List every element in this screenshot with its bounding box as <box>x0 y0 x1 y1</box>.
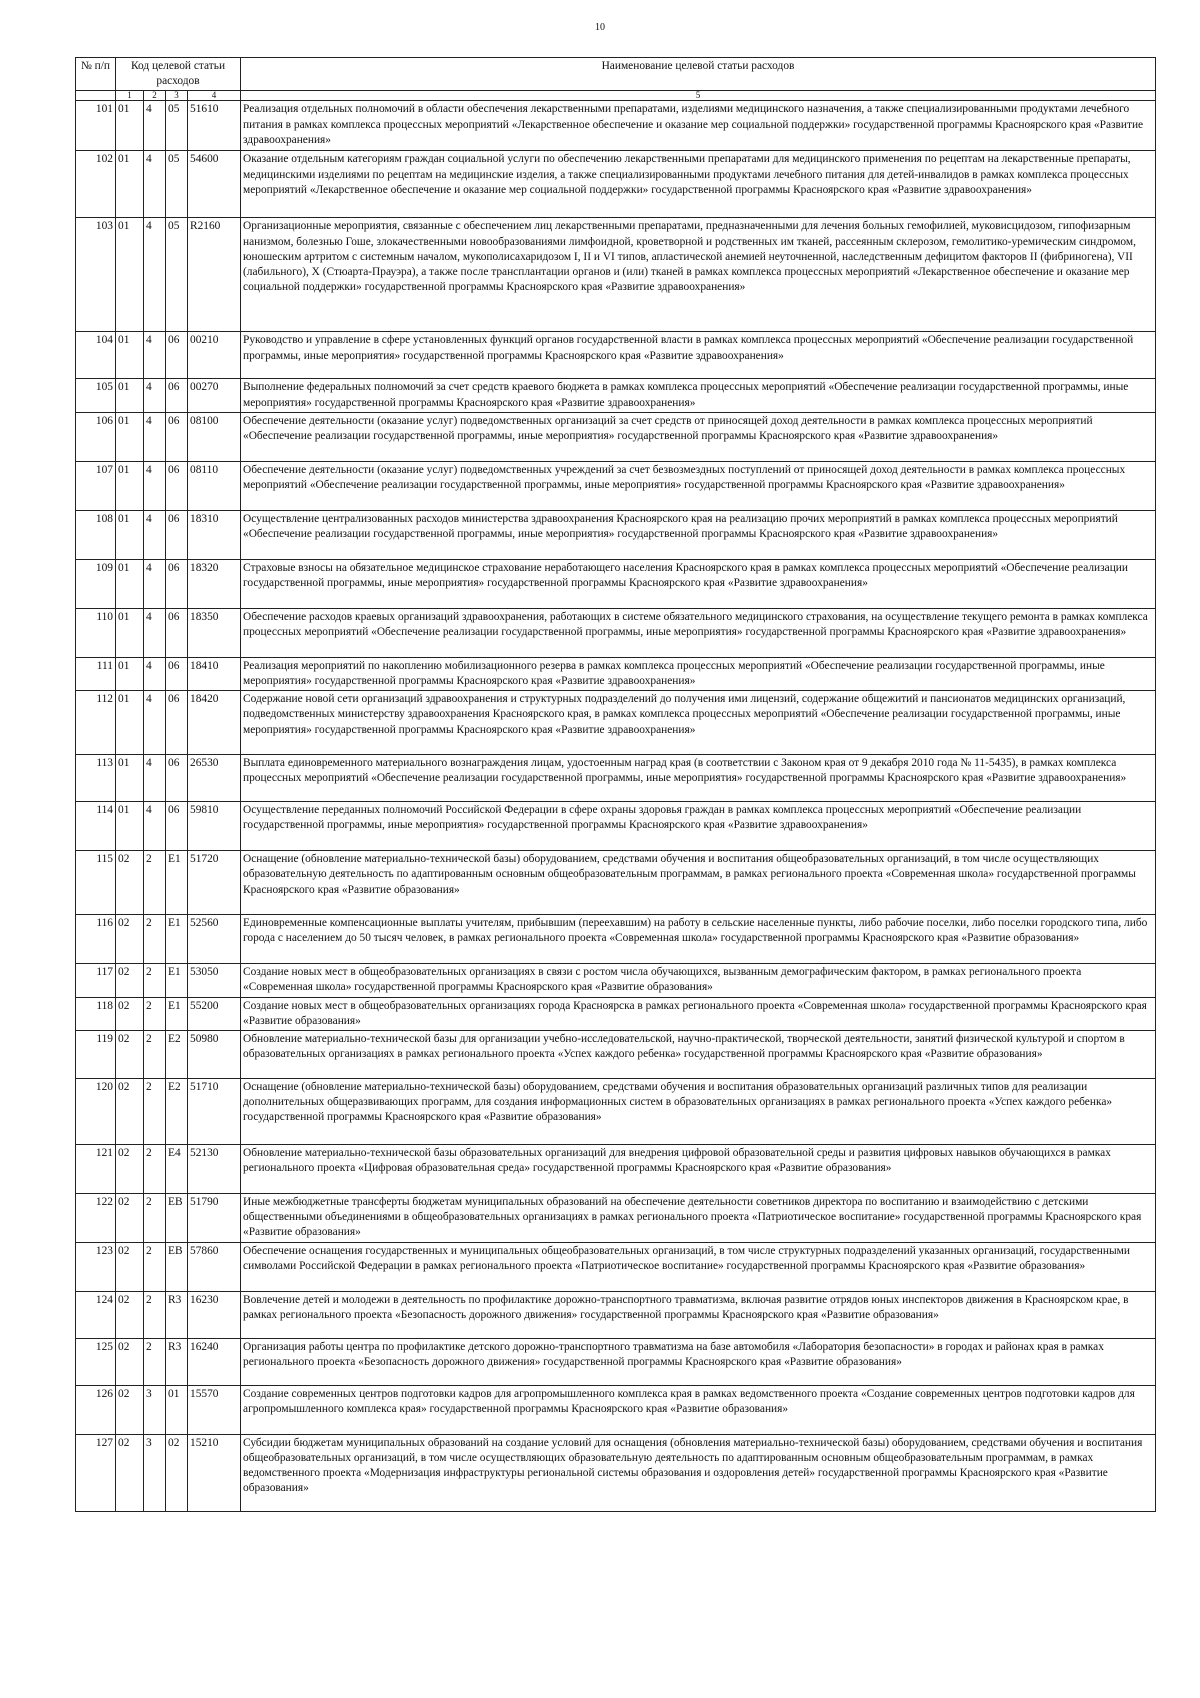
table-row <box>76 379 1156 412</box>
row-number-cell: 112 <box>76 691 116 755</box>
code-subprogram-cell: 4 <box>144 691 166 755</box>
expense-name-cell: Страховые взносы на обязательное медицинское страхование неработающего населения Красноярского края в рамках комплекса процессных мероприятий «Обеспечение реализации государственной программы, иные мероприятия» государственной программы Красноярского края «Развитие здравоохранения» <box>241 559 1156 608</box>
table-row <box>76 608 1156 657</box>
table-row <box>76 851 1156 915</box>
code-project-cell: 06 <box>166 691 188 755</box>
row-number-cell: 117 <box>76 964 116 997</box>
table-row <box>76 755 1156 802</box>
code-direction-cell: 54600 <box>188 151 241 218</box>
code-program-cell: 01 <box>116 151 144 218</box>
code-subprogram-cell: 2 <box>144 1145 166 1194</box>
code-subprogram-cell: 4 <box>144 802 166 851</box>
column-number: 1 <box>116 91 144 101</box>
code-project-cell: R3 <box>166 1291 188 1338</box>
code-project-cell: E1 <box>166 851 188 915</box>
table-row <box>76 332 1156 379</box>
code-subprogram-cell: 3 <box>144 1385 166 1434</box>
row-number-cell: 126 <box>76 1385 116 1434</box>
code-direction-cell: R2160 <box>188 218 241 332</box>
expense-name-cell: Реализация отдельных полномочий в области обеспечения лекарственными препаратами, изделиями медицинского назначения, а также специализированными продуктами лечебного питания в рамках комплекса процессных мероприятий «Лекарственное обеспечение и оказание мер социальной поддержки» государственной программы Красноярского края «Развитие здравоохранения» <box>241 101 1156 151</box>
column-number-row <box>76 91 1156 101</box>
code-subprogram-cell: 4 <box>144 412 166 461</box>
expense-name-cell: Руководство и управление в сфере установленных функций органов государственной власти в рамках комплекса процессных мероприятий «Обеспечение реализации государственной программы, иные мероприятия» государственной программы Красноярского края «Развитие здравоохранения» <box>241 332 1156 379</box>
code-direction-cell: 00210 <box>188 332 241 379</box>
code-program-cell: 01 <box>116 802 144 851</box>
code-direction-cell: 08110 <box>188 461 241 510</box>
code-direction-cell: 18420 <box>188 691 241 755</box>
code-direction-cell: 51790 <box>188 1194 241 1243</box>
code-direction-cell: 08100 <box>188 412 241 461</box>
table-row <box>76 461 1156 510</box>
code-project-cell: 05 <box>166 218 188 332</box>
header-target-code: Код целевой статьи расходов <box>116 58 241 91</box>
code-program-cell: 02 <box>116 915 144 964</box>
code-direction-cell: 26530 <box>188 755 241 802</box>
table-row <box>76 964 1156 997</box>
code-program-cell: 01 <box>116 332 144 379</box>
code-direction-cell: 59810 <box>188 802 241 851</box>
code-subprogram-cell: 4 <box>144 559 166 608</box>
row-number-cell: 107 <box>76 461 116 510</box>
code-direction-cell: 51610 <box>188 101 241 151</box>
table-row <box>76 915 1156 964</box>
code-project-cell: 06 <box>166 332 188 379</box>
code-program-cell: 02 <box>116 1434 144 1511</box>
table-row <box>76 691 1156 755</box>
expense-name-cell: Обеспечение деятельности (оказание услуг) подведомственных учреждений за счет безвозмездных поступлений от приносящей доход деятельности в рамках комплекса процессных мероприятий «Обеспечение реализации государственной программы, иные мероприятия» государственной программы Красноярского края «Развитие здравоохранения» <box>241 461 1156 510</box>
expense-name-cell: Субсидии бюджетам муниципальных образований на создание условий для оснащения (обновления материально-технической базы) оборудованием, средствами обучения и воспитания общеобразовательных организаций, в том числе осуществляющих образовательную деятельность по адаптированным основным общеобразовательным программам, в рамках ведомственного проекта «Модернизация инфраструктуры региональной системы образования и оздоровления детей» государственной программы Красноярского края «Развитие образования» <box>241 1434 1156 1511</box>
row-number-cell: 103 <box>76 218 116 332</box>
expense-name-cell: Обеспечение расходов краевых организаций здравоохранения, работающих в системе обязательного медицинского страхования, на осуществление текущего ремонта в рамках комплекса процессных мероприятий «Обеспечение реализации государственной программы, иные мероприятия» государственной программы Красноярского края «Развитие здравоохранения» <box>241 608 1156 657</box>
code-subprogram-cell: 2 <box>144 1291 166 1338</box>
table-row <box>76 151 1156 218</box>
table-row <box>76 101 1156 151</box>
page-number: 10 <box>595 22 605 33</box>
code-project-cell: 05 <box>166 101 188 151</box>
code-subprogram-cell: 4 <box>144 332 166 379</box>
code-direction-cell: 57860 <box>188 1242 241 1291</box>
code-project-cell: EB <box>166 1194 188 1243</box>
code-project-cell: 06 <box>166 559 188 608</box>
code-program-cell: 01 <box>116 755 144 802</box>
code-program-cell: 01 <box>116 510 144 559</box>
code-project-cell: E1 <box>166 915 188 964</box>
row-number-cell: 116 <box>76 915 116 964</box>
row-number-cell: 122 <box>76 1194 116 1243</box>
code-subprogram-cell: 2 <box>144 1079 166 1145</box>
expense-name-cell: Организация работы центра по профилактике детского дорожно-транспортного травматизма на базе автомобиля «Лаборатория безопасности» в городах и районах края в рамках регионального проекта «Безопасность дорожного движения» государственной программы Красноярского края «Развитие образования» <box>241 1338 1156 1385</box>
expense-name-cell: Обеспечение оснащения государственных и муниципальных общеобразовательных организаций, в том числе структурных подразделений указанных организаций, государственными символами Российской Федерации в рамках регионального проекта «Патриотическое воспитание» государственной программы Красноярского края «Развитие образования» <box>241 1242 1156 1291</box>
code-subprogram-cell: 4 <box>144 461 166 510</box>
row-number-cell: 115 <box>76 851 116 915</box>
code-subprogram-cell: 2 <box>144 915 166 964</box>
expense-name-cell: Выплата единовременного материального вознаграждения лицам, удостоенным наград края (в соответствии с Законом края от 9 декабря 2010 года № 11-5435), в рамках комплекса процессных мероприятий «Обеспечение реализации государственной программы, иные мероприятия» государственной программы Красноярского края «Развитие здравоохранения» <box>241 755 1156 802</box>
code-subprogram-cell: 4 <box>144 151 166 218</box>
code-program-cell: 02 <box>116 1079 144 1145</box>
expense-name-cell: Оказание отдельным категориям граждан социальной услуги по обеспечению лекарственными препаратами для медицинского применения по рецептам на лекарственные препараты, медицинскими изделиями по рецептам на медицинские изделия, а также специализированными продуктами лечебного питания для детей-инвалидов в рамках комплекса процессных мероприятий «Лекарственное обеспечение и оказание мер социальной поддержки» государственной программы Красноярского края «Развитие здравоохранения» <box>241 151 1156 218</box>
expense-name-cell: Единовременные компенсационные выплаты учителям, прибывшим (переехавшим) на работу в сельские населенные пункты, либо рабочие поселки, либо поселки городского типа, либо города с населением до 50 тысяч человек, в рамках регионального проекта «Современная школа» государственной программы Красноярского края «Развитие образования» <box>241 915 1156 964</box>
row-number-cell: 118 <box>76 997 116 1030</box>
code-project-cell: 06 <box>166 608 188 657</box>
table-row <box>76 802 1156 851</box>
code-program-cell: 01 <box>116 608 144 657</box>
code-direction-cell: 55200 <box>188 997 241 1030</box>
row-number-cell: 111 <box>76 657 116 690</box>
table-row <box>76 1145 1156 1194</box>
table-row <box>76 218 1156 332</box>
code-direction-cell: 52560 <box>188 915 241 964</box>
code-direction-cell: 16240 <box>188 1338 241 1385</box>
target-expense-table <box>75 57 1156 1512</box>
code-program-cell: 02 <box>116 964 144 997</box>
table-row <box>76 657 1156 690</box>
code-project-cell: E1 <box>166 997 188 1030</box>
code-direction-cell: 18310 <box>188 510 241 559</box>
code-project-cell: 06 <box>166 379 188 412</box>
code-project-cell: 02 <box>166 1434 188 1511</box>
code-subprogram-cell: 2 <box>144 1031 166 1079</box>
table-row <box>76 412 1156 461</box>
code-program-cell: 02 <box>116 1194 144 1243</box>
code-program-cell: 01 <box>116 379 144 412</box>
code-program-cell: 01 <box>116 412 144 461</box>
expense-name-cell: Создание современных центров подготовки кадров для агропромышленного комплекса края в рамках ведомственного проекта «Создание современных центров подготовки кадров для агропромышленного комплекса края» государственной программы Красноярского края «Развитие образования» <box>241 1385 1156 1434</box>
code-direction-cell: 50980 <box>188 1031 241 1079</box>
table-row <box>76 1338 1156 1385</box>
table-row <box>76 997 1156 1030</box>
code-direction-cell: 16230 <box>188 1291 241 1338</box>
table-row <box>76 1031 1156 1079</box>
expense-name-cell: Реализация мероприятий по накоплению мобилизационного резерва в рамках комплекса процессных мероприятий «Обеспечение реализации государственной программы, иные мероприятия» государственной программы Красноярского края «Развитие здравоохранения» <box>241 657 1156 690</box>
row-number-cell: 110 <box>76 608 116 657</box>
expense-name-cell: Осуществление переданных полномочий Российской Федерации в сфере охраны здоровья граждан в рамках комплекса процессных мероприятий «Обеспечение реализации государственной программы, иные мероприятия» государственной программы Красноярского края «Развитие здравоохранения» <box>241 802 1156 851</box>
code-project-cell: E4 <box>166 1145 188 1194</box>
row-number-cell: 119 <box>76 1031 116 1079</box>
code-direction-cell: 00270 <box>188 379 241 412</box>
expense-name-cell: Обновление материально-технической базы образовательных организаций для внедрения цифровой образовательной среды и развития цифровых навыков обучающихся в рамках регионального проекта «Цифровая образовательная среда» государственной программы Красноярского края «Развитие образования» <box>241 1145 1156 1194</box>
row-number-cell: 123 <box>76 1242 116 1291</box>
code-program-cell: 02 <box>116 1031 144 1079</box>
header-target-name: Наименование целевой статьи расходов <box>241 58 1156 91</box>
code-direction-cell: 51720 <box>188 851 241 915</box>
code-direction-cell: 18410 <box>188 657 241 690</box>
table-row <box>76 1434 1156 1511</box>
expense-name-cell: Содержание новой сети организаций здравоохранения и структурных подразделений до получения ими лицензий, содержание общежитий и пансионатов медицинских организаций, подведомственных министерству здравоохранения Красноярского края, в рамках комплекса процессных мероприятий «Обеспечение реализации государственной программы, иные мероприятия» государственной программы Красноярского края «Развитие здравоохранения» <box>241 691 1156 755</box>
code-project-cell: 06 <box>166 755 188 802</box>
code-project-cell: EB <box>166 1242 188 1291</box>
code-subprogram-cell: 4 <box>144 608 166 657</box>
code-direction-cell: 53050 <box>188 964 241 997</box>
table-row <box>76 1194 1156 1243</box>
code-program-cell: 02 <box>116 1242 144 1291</box>
code-program-cell: 01 <box>116 691 144 755</box>
code-program-cell: 02 <box>116 1385 144 1434</box>
table-row <box>76 559 1156 608</box>
code-project-cell: E2 <box>166 1079 188 1145</box>
code-program-cell: 02 <box>116 1145 144 1194</box>
expense-name-cell: Оснащение (обновление материально-технической базы) оборудованием, средствами обучения и воспитания общеобразовательных организаций, в том числе осуществляющих образовательную деятельность по адаптированным основным общеобразовательным программам, в рамках регионального проекта «Современная школа» государственной программы Красноярского края «Развитие образования» <box>241 851 1156 915</box>
column-number: 2 <box>144 91 166 101</box>
column-number: 5 <box>241 91 1156 101</box>
table-row <box>76 1242 1156 1291</box>
code-program-cell: 01 <box>116 657 144 690</box>
column-number: 4 <box>188 91 241 101</box>
code-subprogram-cell: 2 <box>144 1338 166 1385</box>
code-project-cell: E1 <box>166 964 188 997</box>
code-project-cell: 01 <box>166 1385 188 1434</box>
column-number: 3 <box>166 91 188 101</box>
code-program-cell: 02 <box>116 851 144 915</box>
code-project-cell: 06 <box>166 802 188 851</box>
code-program-cell: 01 <box>116 559 144 608</box>
code-project-cell: 06 <box>166 657 188 690</box>
code-program-cell: 01 <box>116 218 144 332</box>
code-subprogram-cell: 3 <box>144 1434 166 1511</box>
table-row <box>76 510 1156 559</box>
row-number-cell: 109 <box>76 559 116 608</box>
expense-name-cell: Обеспечение деятельности (оказание услуг) подведомственных организаций за счет средств от приносящей доход деятельности в рамках комплекса процессных мероприятий «Обеспечение реализации государственной программы, иные мероприятия» государственной программы Красноярского края «Развитие здравоохранения» <box>241 412 1156 461</box>
code-program-cell: 02 <box>116 1291 144 1338</box>
code-program-cell: 02 <box>116 997 144 1030</box>
expense-name-cell: Создание новых мест в общеобразовательных организациях города Красноярска в рамках регионального проекта «Современная школа» государственной программы Красноярского края «Развитие образования» <box>241 997 1156 1030</box>
code-subprogram-cell: 2 <box>144 964 166 997</box>
code-direction-cell: 18320 <box>188 559 241 608</box>
code-subprogram-cell: 4 <box>144 101 166 151</box>
expense-name-cell: Выполнение федеральных полномочий за счет средств краевого бюджета в рамках комплекса процессных мероприятий «Обеспечение реализации государственной программы, иные мероприятия» государственной программы Красноярского края «Развитие здравоохранения» <box>241 379 1156 412</box>
code-direction-cell: 51710 <box>188 1079 241 1145</box>
row-number-cell: 114 <box>76 802 116 851</box>
row-number-cell: 101 <box>76 101 116 151</box>
code-subprogram-cell: 2 <box>144 997 166 1030</box>
code-direction-cell: 15210 <box>188 1434 241 1511</box>
code-subprogram-cell: 2 <box>144 851 166 915</box>
expense-name-cell: Иные межбюджетные трансферты бюджетам муниципальных образований на обеспечение деятельности советников директора по воспитанию и взаимодействию с детскими общественными объединениями в общеобразовательных организациях в рамках регионального проекта «Патриотическое воспитание» государственной программы Красноярского края «Развитие образования» <box>241 1194 1156 1243</box>
table-header-row <box>76 58 1156 91</box>
code-project-cell: 06 <box>166 510 188 559</box>
table-row <box>76 1385 1156 1434</box>
code-subprogram-cell: 2 <box>144 1194 166 1243</box>
expense-name-cell: Обновление материально-технической базы для организации учебно-исследовательской, научно-практической, творческой деятельности, занятий физической культурой и спортом в образовательных организациях в рамках регионального проекта «Успех каждого ребенка» государственной программы Красноярского края «Развитие образования» <box>241 1031 1156 1079</box>
code-subprogram-cell: 4 <box>144 218 166 332</box>
expense-name-cell: Вовлечение детей и молодежи в деятельность по профилактике дорожно-транспортного травматизма, включая развитие отрядов юных инспекторов движения в Красноярском крае, в рамках регионального проекта «Безопасность дорожного движения» государственной программы Красноярского края «Развитие образования» <box>241 1291 1156 1338</box>
code-project-cell: E2 <box>166 1031 188 1079</box>
row-number-cell: 113 <box>76 755 116 802</box>
code-direction-cell: 15570 <box>188 1385 241 1434</box>
code-subprogram-cell: 4 <box>144 379 166 412</box>
code-program-cell: 01 <box>116 461 144 510</box>
row-number-cell: 108 <box>76 510 116 559</box>
column-number-blank <box>76 91 116 101</box>
header-row-number: № п/п <box>76 58 116 91</box>
row-number-cell: 121 <box>76 1145 116 1194</box>
expense-name-cell: Создание новых мест в общеобразовательных организациях в связи с ростом числа обучающихся, вызванным демографическим фактором, в рамках регионального проекта «Современная школа» государственной программы Красноярского края «Развитие образования» <box>241 964 1156 997</box>
table-row <box>76 1079 1156 1145</box>
code-program-cell: 01 <box>116 101 144 151</box>
code-subprogram-cell: 4 <box>144 657 166 690</box>
code-subprogram-cell: 4 <box>144 510 166 559</box>
row-number-cell: 105 <box>76 379 116 412</box>
table-row <box>76 1291 1156 1338</box>
code-project-cell: 05 <box>166 151 188 218</box>
code-project-cell: R3 <box>166 1338 188 1385</box>
row-number-cell: 124 <box>76 1291 116 1338</box>
expense-name-cell: Организационные мероприятия, связанные с обеспечением лиц лекарственными препаратами, предназначенными для лечения больных гемофилией, муковисцидозом, гипофизарным нанизмом, болезнью Гоше, злокачественными новообразованиями лимфоидной, кроветворной и родственных им тканей, рассеянным склерозом, гемолитико-уремическим синдромом, юношеским артритом с системным началом, мукополисахаридозом I, II и VI типов, апластической анемией неуточненной, наследственным дефицитом факторов II (фибриногена), VII (лабильного), X (Стюарта-Прауэра), а также после трансплантации органов и (или) тканей в рамках комплекса процессных мероприятий «Лекарственное обеспечение и оказание мер социальной поддержки» государственной программы Красноярского края «Развитие здравоохранения» <box>241 218 1156 332</box>
code-direction-cell: 52130 <box>188 1145 241 1194</box>
code-subprogram-cell: 4 <box>144 755 166 802</box>
code-program-cell: 02 <box>116 1338 144 1385</box>
row-number-cell: 125 <box>76 1338 116 1385</box>
expense-name-cell: Оснащение (обновление материально-технической базы) оборудованием, средствами обучения и воспитания образовательных организаций различных типов для реализации дополнительных общеразвивающих программ, для создания информационных систем в образовательных организациях в рамках регионального проекта «Успех каждого ребенка» государственной программы Красноярского края «Развитие образования» <box>241 1079 1156 1145</box>
row-number-cell: 102 <box>76 151 116 218</box>
row-number-cell: 104 <box>76 332 116 379</box>
row-number-cell: 127 <box>76 1434 116 1511</box>
code-project-cell: 06 <box>166 412 188 461</box>
expense-name-cell: Осуществление централизованных расходов министерства здравоохранения Красноярского края на реализацию прочих мероприятий в рамках комплекса процессных мероприятий «Обеспечение реализации государственной программы, иные мероприятия» государственной программы Красноярского края «Развитие здравоохранения» <box>241 510 1156 559</box>
code-direction-cell: 18350 <box>188 608 241 657</box>
code-project-cell: 06 <box>166 461 188 510</box>
code-subprogram-cell: 2 <box>144 1242 166 1291</box>
row-number-cell: 106 <box>76 412 116 461</box>
row-number-cell: 120 <box>76 1079 116 1145</box>
